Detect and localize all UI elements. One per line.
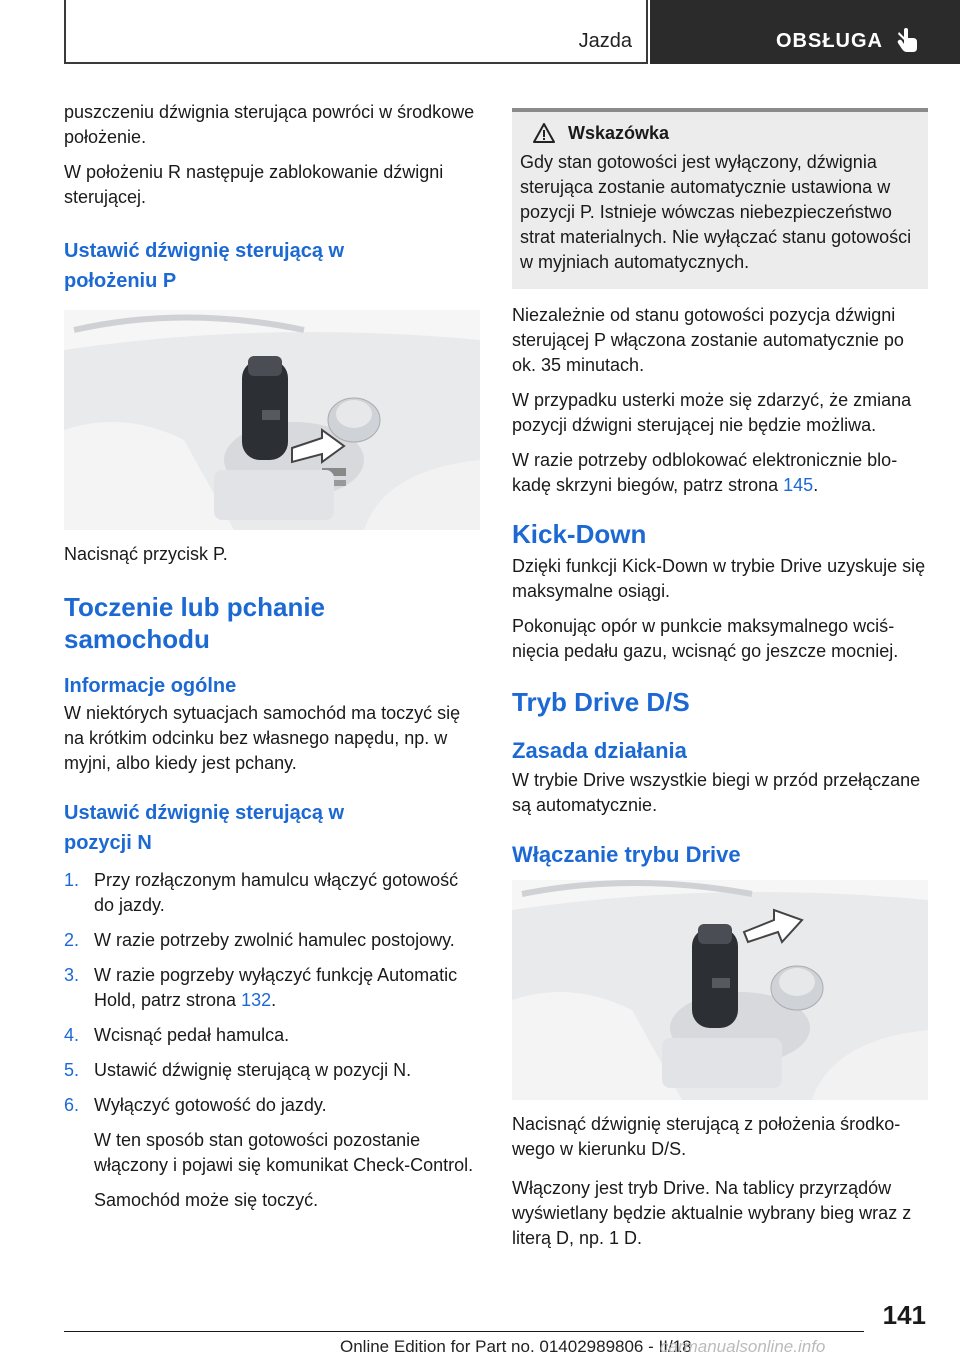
paragraph: Dzięki funkcji Kick-Down w trybie Drive uzyskuje się maksymalne osiągi. [512,556,926,601]
heading-drive-mode: Tryb Drive D/S [512,687,690,717]
list-item [64,928,480,953]
paragraph-tail: . [813,475,819,495]
paragraph: Pokonując opór w punkcie maksymalnego wciśnięcia pedału gazu, wcisnąć go jeszcze mocniej. [512,616,899,661]
step-text: Ustawić dźwignię sterującą w pozycji N. [94,1060,412,1080]
heading-neutral-position: Ustawić dźwignię sterującą w pozycji N [64,802,345,854]
step-subtext: Samochód może się toczyć. [94,1190,319,1210]
paragraph: W trybie Drive wszystkie biegi w przód przełączane są automatycznie. [512,770,921,815]
step-text: Przy rozłączonym hamulcu włączyć gotowość do jazdy. [94,870,459,915]
step-number: 1. [64,870,80,890]
list-item [64,1058,480,1083]
page-number: 141 [882,1300,926,1330]
paragraph [512,448,928,498]
header-section-box [64,0,648,64]
heading-kick-down: Kick-Down [512,519,647,549]
pointing-hand-icon [896,26,920,54]
step-text: Wyłączyć gotowość do jazdy. [94,1095,327,1115]
paragraph: W położeniu R następuje zablokowanie dźwigni sterującej. [64,162,444,207]
list-item [64,1093,480,1118]
paragraph-text: W razie potrzeby odblokować elektronicznie blokadę skrzyni biegów, patrz strona [512,450,898,495]
step-text: W razie pogrzeby wyłączyć funkcję Automatic Hold, patrz strona [94,965,458,1010]
paragraph: W przypadku usterki może się zdarzyć, że zmiana pozycji dźwigni sterującej nie będzie możliwa. [512,390,912,435]
warning-triangle-icon [532,122,556,144]
step-subtext: W ten sposób stan gotowości pozostanie włączony i pojawi się komunikat Check-Control. [94,1130,474,1175]
header-chapter-tab[interactable] [650,0,960,64]
gear-lever-drive-photo [512,880,928,1100]
note-text: Gdy stan gotowości jest wyłączony, dźwignia sterująca zostanie automatycznie ustawiona w pozycji P. Istnieje wówczas niebezpieczeństwo strat materialnych. Nie wyłączać stanu gotowości w myjniach automatycznych. [520,152,912,272]
paragraph: Niezależnie od stanu gotowości pozycja dźwigni sterującej P włączona zostanie automatycznie po ok. 35 minutach. [512,305,904,375]
page-link-132[interactable]: 132 [241,990,272,1010]
step-number: 3. [64,965,80,985]
note-title: Wskazówka [568,122,670,143]
header-section-label: Jazda [578,30,632,52]
step-text-tail: . [271,990,277,1010]
step-number: 4. [64,1025,80,1045]
list-item [64,963,480,1013]
step-number: 2. [64,930,80,950]
gear-lever-park-photo [64,310,480,530]
steps-list [64,868,480,1118]
paragraph: puszczeniu dźwignia sterująca powróci w środkowe położenie. [64,102,475,147]
step-text: Wcisnąć pedał hamulca. [94,1025,290,1045]
watermark: carmanualsonline.info [660,1337,826,1356]
step-number: 5. [64,1060,80,1080]
list-item [64,1023,480,1048]
step-text: W razie potrzeby zwolnić hamulec postojowy. [94,930,455,950]
list-item [64,868,480,918]
note-header [520,122,918,144]
heading-general-info: Informacje ogólne [64,675,237,697]
right-column [512,104,928,1261]
edition-label: Online Edition for Part no. 01402989806 - II/18 [340,1337,692,1356]
heading-principle: Zasada działania [512,738,687,763]
warning-note [512,108,928,289]
step-number: 6. [64,1095,80,1115]
heading-enable-drive: Włączanie trybu Drive [512,842,741,867]
image-caption: Nacisnąć dźwignię sterującą z położenia środkowego w kierunku D/S. [512,1114,901,1159]
paragraph: W niektórych sytuacjach samochód ma toczyć się na krótkim odcinku bez własnego napędu, np. w myjni, albo kiedy jest pchany. [64,703,461,773]
page-link-145[interactable]: 145 [783,475,814,495]
paragraph: Włączony jest tryb Drive. Na tablicy przyrządów wyświetlany będzie aktualnie wybrany bieg wraz z literą D, np. 1 D. [512,1178,912,1248]
footer-divider [64,1331,864,1332]
heading-roll-push: Toczenie lub pchanie samochodu [64,592,326,654]
header-chapter-label: OBSŁUGA [776,30,883,52]
left-column [64,100,480,1223]
heading-park-position: Ustawić dźwignię sterującą w położeniu P [64,240,345,292]
image-caption: Nacisnąć przycisk P. [64,544,228,564]
